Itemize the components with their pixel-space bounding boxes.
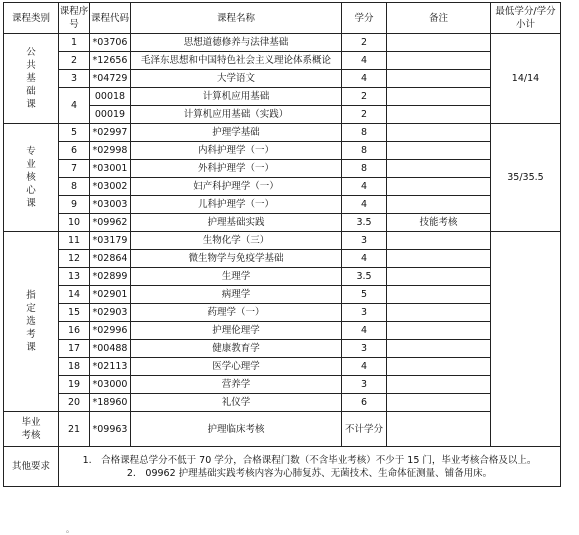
- code-cell: *02998: [90, 142, 131, 160]
- seq-cell: 14: [59, 286, 90, 304]
- seq-cell: 4: [59, 88, 90, 124]
- credit-cell: 4: [342, 70, 387, 88]
- table-row: [4, 394, 561, 412]
- category-char: 定: [26, 303, 36, 314]
- code-cell: *18960: [90, 394, 131, 412]
- name-cell: 大学语文: [131, 70, 342, 88]
- remark-cell: [387, 52, 491, 70]
- credit-cell: 4: [342, 52, 387, 70]
- code-cell: 00019: [90, 106, 131, 124]
- table-row: [4, 34, 561, 52]
- seq-cell: 13: [59, 268, 90, 286]
- remark-cell: [387, 232, 491, 250]
- name-cell: 生理学: [131, 268, 342, 286]
- remark-cell: [387, 88, 491, 106]
- header-seq: 课程序号: [59, 3, 90, 34]
- category-char: 课: [26, 342, 36, 353]
- seq-cell: 11: [59, 232, 90, 250]
- credit-cell: 4: [342, 322, 387, 340]
- remark-cell: [387, 394, 491, 412]
- credit-cell: 4: [342, 178, 387, 196]
- curriculum-table: [3, 2, 561, 487]
- remark-cell: [387, 196, 491, 214]
- remark-cell: [387, 412, 491, 447]
- remark-cell: 技能考核: [387, 214, 491, 232]
- seq-cell: 1: [59, 34, 90, 52]
- table-row: [4, 52, 561, 70]
- name-cell: 药理学（一）: [131, 304, 342, 322]
- seq-cell: 5: [59, 124, 90, 142]
- header-name: 课程名称: [131, 3, 342, 34]
- seq-cell: 18: [59, 358, 90, 376]
- category-char: 指: [26, 290, 36, 301]
- credit-cell: 3.5: [342, 268, 387, 286]
- category-char: 业: [26, 159, 36, 170]
- credit-cell: 3: [342, 304, 387, 322]
- table-row: [4, 124, 561, 142]
- table-row: [4, 322, 561, 340]
- name-cell: 病理学: [131, 286, 342, 304]
- code-cell: *12656: [90, 52, 131, 70]
- remark-cell: [387, 124, 491, 142]
- table-row: [4, 196, 561, 214]
- seq-cell: 7: [59, 160, 90, 178]
- other-requirements-text: [59, 447, 561, 487]
- seq-cell: 17: [59, 340, 90, 358]
- subtotal-major-core: 35/35.5: [491, 124, 561, 232]
- remark-cell: [387, 268, 491, 286]
- name-cell: 妇产科护理学（一）: [131, 178, 342, 196]
- remark-cell: [387, 178, 491, 196]
- table-row: [4, 358, 561, 376]
- header-row: [4, 3, 561, 34]
- code-cell: *02113: [90, 358, 131, 376]
- header-remark: 备注: [387, 3, 491, 34]
- table-row: [4, 160, 561, 178]
- remark-cell: [387, 34, 491, 52]
- code-cell: *03003: [90, 196, 131, 214]
- credit-cell: 4: [342, 196, 387, 214]
- name-cell: 毛泽东思想和中国特色社会主义理论体系概论: [131, 52, 342, 70]
- seq-cell: 16: [59, 322, 90, 340]
- seq-cell: 3: [59, 70, 90, 88]
- code-cell: *03000: [90, 376, 131, 394]
- category-char: 核: [26, 172, 36, 183]
- category-char: 心: [26, 185, 36, 196]
- seq-cell: 6: [59, 142, 90, 160]
- remark-cell: [387, 286, 491, 304]
- category-char: 基: [26, 73, 36, 84]
- remark-cell: [387, 142, 491, 160]
- header-code: 课程代码: [90, 3, 131, 34]
- name-cell: 生物化学（三）: [131, 232, 342, 250]
- curriculum-sheet: [3, 2, 561, 487]
- code-cell: *03706: [90, 34, 131, 52]
- table-row: [4, 250, 561, 268]
- credit-cell: 4: [342, 358, 387, 376]
- credit-cell: 3: [342, 340, 387, 358]
- category-char: 课: [26, 198, 36, 209]
- code-cell: *02903: [90, 304, 131, 322]
- remark-cell: [387, 250, 491, 268]
- code-cell: *02899: [90, 268, 131, 286]
- seq-cell: 9: [59, 196, 90, 214]
- seq-cell: 21: [59, 412, 90, 447]
- code-cell: *09963: [90, 412, 131, 447]
- seq-cell: 20: [59, 394, 90, 412]
- remark-cell: [387, 376, 491, 394]
- code-cell: *03179: [90, 232, 131, 250]
- requirement-item: 2. 09962 护理基础实践考核内容为心肺复苏、无菌技术、生命体征测量、铺备用床。: [126, 467, 493, 479]
- remark-cell: [387, 70, 491, 88]
- credit-cell: 2: [342, 34, 387, 52]
- category-char: 毕业: [21, 417, 41, 428]
- category-public-basic: [4, 34, 59, 124]
- table-row: [4, 376, 561, 394]
- table-row: [4, 286, 561, 304]
- header-credits: 学分: [342, 3, 387, 34]
- table-row: [4, 232, 561, 250]
- name-cell: 计算机应用基础: [131, 88, 342, 106]
- category-char: 选: [26, 316, 36, 327]
- credit-cell: 3.5: [342, 214, 387, 232]
- category-major-core: [4, 124, 59, 232]
- code-cell: 00018: [90, 88, 131, 106]
- remark-cell: [387, 340, 491, 358]
- footer-marker: 。: [66, 525, 74, 534]
- category-char: 考: [26, 329, 36, 340]
- name-cell: 健康教育学: [131, 340, 342, 358]
- name-cell: 外科护理学（一）: [131, 160, 342, 178]
- category-char: 公: [26, 47, 36, 58]
- name-cell: 内科护理学（一）: [131, 142, 342, 160]
- subtotal-designated: [491, 232, 561, 447]
- code-cell: *00488: [90, 340, 131, 358]
- code-cell: *03001: [90, 160, 131, 178]
- table-row: [4, 412, 561, 447]
- category-graduation: [4, 412, 59, 447]
- code-cell: *02996: [90, 322, 131, 340]
- subtotal-public-basic: 14/14: [491, 34, 561, 124]
- category-char: 专: [26, 146, 36, 157]
- seq-cell: 12: [59, 250, 90, 268]
- requirement-item: 1. 合格课程总学分不低于 70 学分，合格课程门数（不含毕业考核）不少于 15 门，毕业考核合格及以上。: [82, 454, 537, 466]
- category-char: 课: [26, 99, 36, 110]
- header-category: 课程类别: [4, 3, 59, 34]
- name-cell: 儿科护理学（一）: [131, 196, 342, 214]
- table-row: [4, 214, 561, 232]
- table-row: [4, 88, 561, 106]
- remark-cell: [387, 304, 491, 322]
- name-cell: 护理学基础: [131, 124, 342, 142]
- code-cell: *02901: [90, 286, 131, 304]
- code-cell: *02997: [90, 124, 131, 142]
- table-row: [4, 178, 561, 196]
- credit-cell: 2: [342, 88, 387, 106]
- code-cell: *02864: [90, 250, 131, 268]
- seq-cell: 19: [59, 376, 90, 394]
- other-requirements-label: 其他要求: [4, 447, 59, 487]
- code-cell: *04729: [90, 70, 131, 88]
- seq-cell: 15: [59, 304, 90, 322]
- table-row: [4, 340, 561, 358]
- table-row: [4, 268, 561, 286]
- category-char: 考核: [21, 430, 41, 441]
- name-cell: 护理临床考核: [131, 412, 342, 447]
- name-cell: 护理伦理学: [131, 322, 342, 340]
- remark-cell: [387, 106, 491, 124]
- name-cell: 礼仪学: [131, 394, 342, 412]
- code-cell: *03002: [90, 178, 131, 196]
- seq-cell: 2: [59, 52, 90, 70]
- credit-cell: 8: [342, 160, 387, 178]
- name-cell: 护理基础实践: [131, 214, 342, 232]
- name-cell: 营养学: [131, 376, 342, 394]
- name-cell: 思想道德修养与法律基础: [131, 34, 342, 52]
- code-cell: *09962: [90, 214, 131, 232]
- category-char: 础: [26, 86, 36, 97]
- credit-cell: 2: [342, 106, 387, 124]
- category-designated: [4, 232, 59, 412]
- remark-cell: [387, 160, 491, 178]
- seq-cell: 8: [59, 178, 90, 196]
- remark-cell: [387, 322, 491, 340]
- credit-cell: 3: [342, 232, 387, 250]
- credit-cell: 3: [342, 376, 387, 394]
- credit-cell: 4: [342, 250, 387, 268]
- other-requirements-row: [4, 447, 561, 487]
- seq-cell: 10: [59, 214, 90, 232]
- credit-cell: 6: [342, 394, 387, 412]
- name-cell: 计算机应用基础（实践）: [131, 106, 342, 124]
- credit-cell: 8: [342, 124, 387, 142]
- remark-cell: [387, 358, 491, 376]
- credit-cell: 不计学分: [342, 412, 387, 447]
- table-row: [4, 142, 561, 160]
- table-row: [4, 70, 561, 88]
- category-char: 共: [26, 60, 36, 71]
- name-cell: 微生物学与免疫学基础: [131, 250, 342, 268]
- credit-cell: 5: [342, 286, 387, 304]
- name-cell: 医学心理学: [131, 358, 342, 376]
- table-row: [4, 304, 561, 322]
- credit-cell: 8: [342, 142, 387, 160]
- header-min-credit: 最低学分/学分小计: [491, 3, 561, 34]
